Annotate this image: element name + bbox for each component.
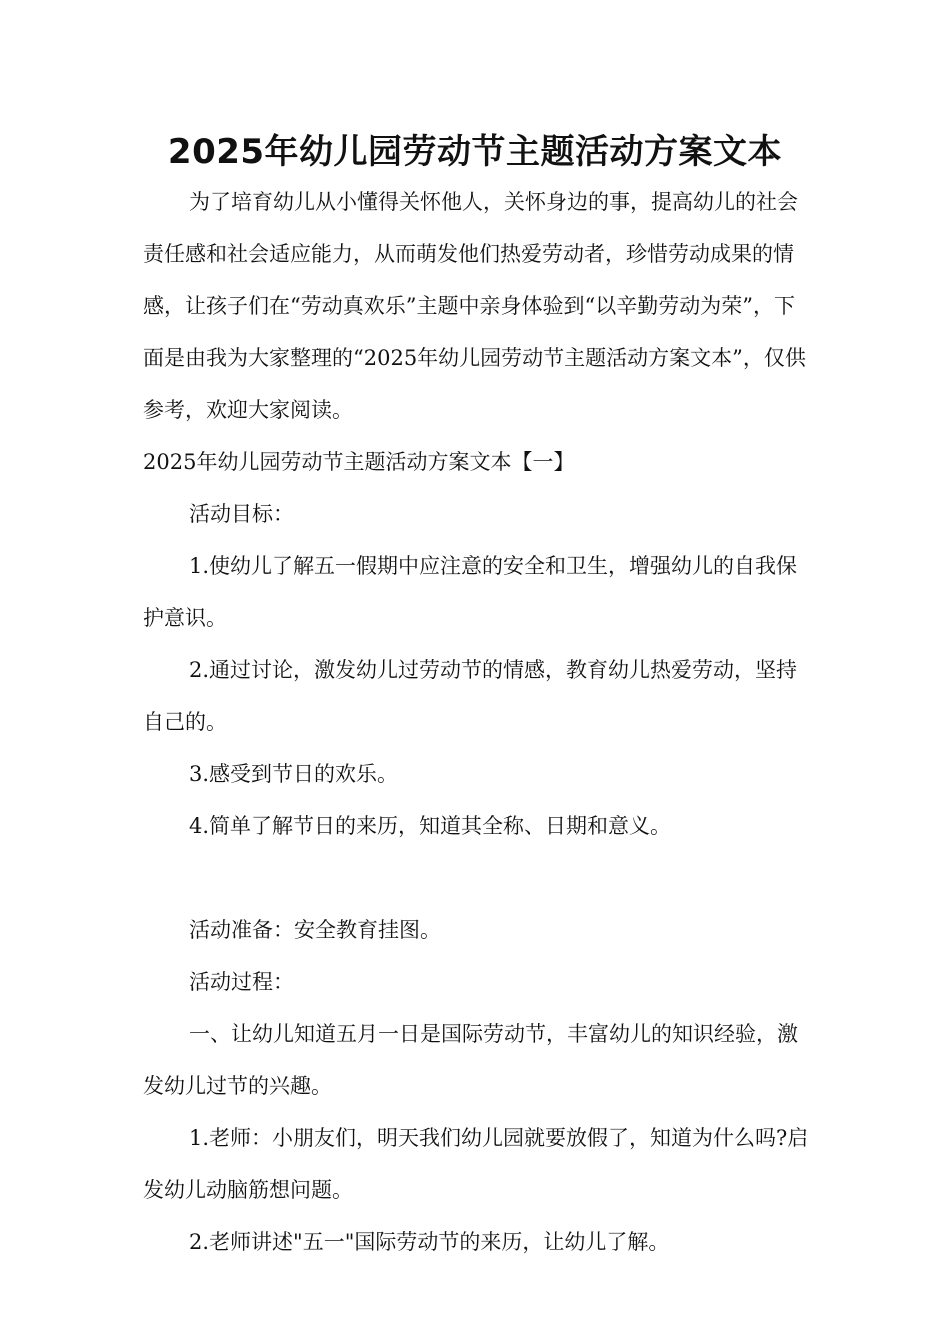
paragraph-spacer [143, 852, 811, 904]
document-title: 2025年幼儿园劳动节主题活动方案文本 [167, 132, 783, 172]
process-item: 一、让幼儿知道五月一日是国际劳动节，丰富幼儿的知识经验，激发幼儿过节的兴趣。 [143, 1022, 798, 1098]
preparation-paragraph: 活动准备：安全教育挂图。 [189, 918, 441, 942]
process-item: 1.老师：小朋友们，明天我们幼儿园就要放假了，知道为什么吗?启发幼儿动脑筋想问题。 [143, 1126, 809, 1202]
goal-item: 1.使幼儿了解五一假期中应注意的安全和卫生，增强幼儿的自我保护意识。 [143, 554, 798, 630]
goals-heading: 活动目标： [189, 502, 294, 526]
section-heading: 2025年幼儿园劳动节主题活动方案文本【一】 [143, 450, 575, 474]
process-heading: 活动过程： [189, 970, 294, 994]
process-item: 2.老师讲述"五一"国际劳动节的来历，让幼儿了解。 [189, 1230, 670, 1254]
goal-item: 3.感受到节日的欢乐。 [189, 762, 399, 786]
goal-item: 4.简单了解节日的来历，知道其全称、日期和意义。 [189, 814, 672, 838]
intro-paragraph: 为了培育幼儿从小懂得关怀他人，关怀身边的事，提高幼儿的社会责任感和社会适应能力，从而萌发他们热爱劳动者，珍惜劳动成果的情感，让孩子们在“劳动真欢乐”主题中亲身体验到“以辛勤劳动为荣”，下面是由我为大家整理的“2025年幼儿园劳动节主题活动方案文本”，仅供参考，欢迎大家阅读。 [143, 190, 806, 422]
goal-item: 2.通过讨论，激发幼儿过劳动节的情感，教育幼儿热爱劳动，坚持自己的。 [143, 658, 798, 734]
document-body [143, 176, 811, 1268]
